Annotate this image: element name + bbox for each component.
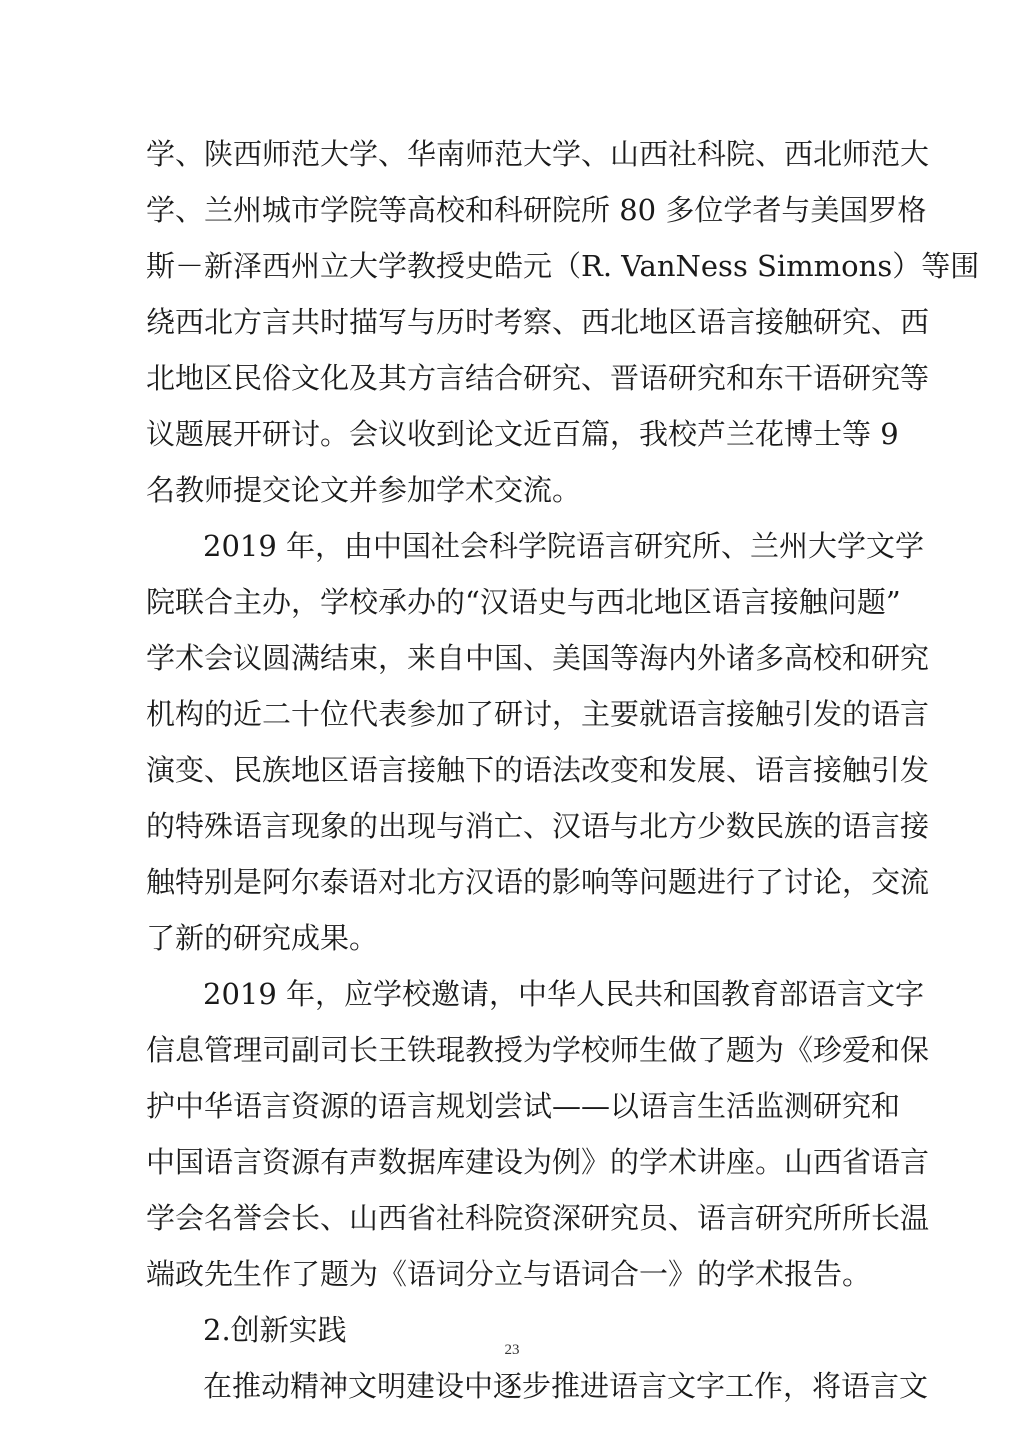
text-line: 护中华语言资源的语言规划尝试——以语言生活监测研究和	[146, 1089, 901, 1123]
text-line: 机构的近二十位代表参加了研讨，主要就语言接触引发的语言	[146, 697, 930, 731]
section-heading: 2.创新实践	[203, 1313, 347, 1347]
text-line: 绕西北方言共时描写与历时考察、西北地区语言接触研究、西	[146, 305, 930, 339]
text-line: 触特别是阿尔泰语对北方汉语的影响等问题进行了讨论，交流	[146, 865, 930, 899]
text-line: 中国语言资源有声数据库建设为例》的学术讲座。山西省语言	[146, 1145, 930, 1179]
text-line: 斯－新泽西州立大学教授史皓元（R. VanNess Simmons）等围	[146, 249, 980, 283]
text-line: 学、陕西师范大学、华南师范大学、山西社科院、西北师范大	[146, 137, 930, 171]
text-line: 端政先生作了题为《语词分立与语词合一》的学术报告。	[146, 1257, 872, 1291]
page-number: 23	[504, 1342, 520, 1358]
text-line: 学会名誉会长、山西省社科院资深研究员、语言研究所所长温	[146, 1201, 930, 1235]
text-line: 演变、民族地区语言接触下的语法改变和发展、语言接触引发	[146, 753, 930, 787]
text-line: 了新的研究成果。	[146, 921, 379, 955]
text-line: 院联合主办，学校承办的“汉语史与西北地区语言接触问题”	[146, 585, 901, 619]
text-line: 2019 年，应学校邀请，中华人民共和国教育部语言文字	[203, 977, 925, 1011]
text-line: 在推动精神文明建设中逐步推进语言文字工作，将语言文	[203, 1369, 929, 1403]
text-line: 名教师提交论文并参加学术交流。	[146, 473, 582, 507]
text-line: 的特殊语言现象的出现与消亡、汉语与北方少数民族的语言接	[146, 809, 930, 843]
text-line: 北地区民俗文化及其方言结合研究、晋语研究和东干语研究等	[146, 361, 930, 395]
text-line: 议题展开研讨。会议收到论文近百篇，我校芦兰花博士等 9	[146, 417, 899, 451]
text-line: 学、兰州城市学院等高校和科研院所 80 多位学者与美国罗格	[146, 193, 927, 227]
text-line: 信息管理司副司长王铁琨教授为学校师生做了题为《珍爱和保	[146, 1033, 930, 1067]
text-line: 学术会议圆满结束，来自中国、美国等海内外诸多高校和研究	[146, 641, 930, 675]
text-line: 2019 年，由中国社会科学院语言研究所、兰州大学文学	[203, 529, 925, 563]
